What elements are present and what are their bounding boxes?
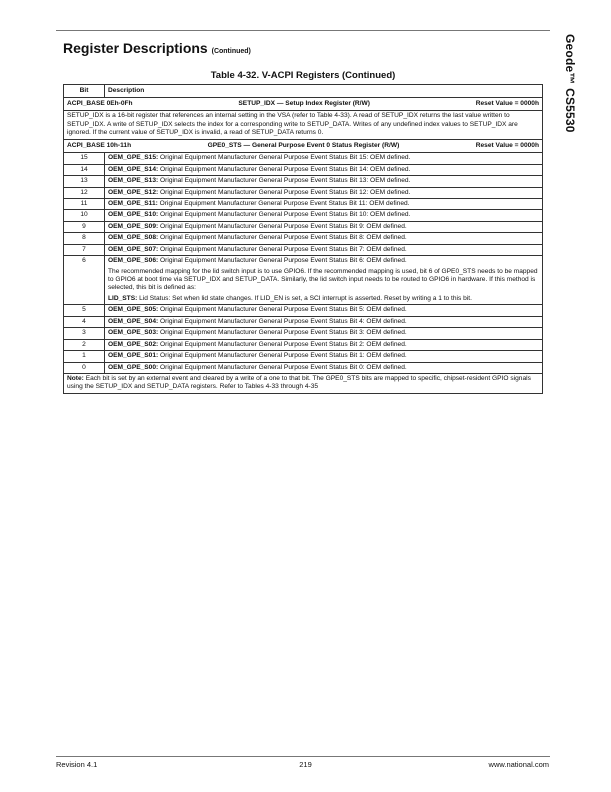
bit-cell: 14 bbox=[64, 164, 105, 175]
bit-cell: 15 bbox=[64, 153, 105, 164]
bit-cell: 13 bbox=[64, 176, 105, 187]
table-row bbox=[64, 153, 543, 164]
bit-cell: 4 bbox=[64, 316, 105, 327]
bit-cell: 12 bbox=[64, 187, 105, 198]
table-row bbox=[64, 164, 543, 175]
description-cell: OEM_GPE_S14: Original Equipment Manufacturer General Purpose Event Status Bit 14: OEM defined. bbox=[105, 164, 543, 175]
table-row bbox=[64, 351, 543, 362]
table-row bbox=[64, 187, 543, 198]
register-header-gpe0-sts: ACPI_BASE 10h-11h GPE0_STS — General Purpose Event 0 Status Register (R/W) Reset Value = 0000h bbox=[64, 139, 543, 152]
description-cell: OEM_GPE_S03: Original Equipment Manufacturer General Purpose Event Status Bit 3: OEM defined. bbox=[105, 328, 543, 339]
register-table bbox=[63, 84, 543, 394]
register-description-setup-idx: SETUP_IDX is a 16-bit register that references an internal setting in the VSA (refer to Table 4-33). A read of SETUP_IDX returns the last value written to SETUP_IDX. A write of SETUP_IDX selects the index for a corresponding write to SETUP_DATA. Writes of any undefined index values to SETUP_IDX are ignored. If the current value of SETUP_IDX is invalid, a read of SETUP_DATA returns 0. bbox=[64, 111, 543, 139]
footer-revision: Revision 4.1 bbox=[56, 760, 98, 769]
section-heading: Register Descriptions (Continued) bbox=[63, 40, 251, 56]
description-cell: OEM_GPE_S13: Original Equipment Manufacturer General Purpose Event Status Bit 13: OEM defined. bbox=[105, 176, 543, 187]
description-cell: OEM_GPE_S08: Original Equipment Manufacturer General Purpose Event Status Bit 8: OEM defined. bbox=[105, 233, 543, 244]
table-row bbox=[64, 316, 543, 327]
table-row bbox=[64, 244, 543, 255]
description-cell: OEM_GPE_S02: Original Equipment Manufacturer General Purpose Event Status Bit 2: OEM defined. bbox=[105, 339, 543, 350]
table-row bbox=[64, 328, 543, 339]
top-rule bbox=[56, 30, 550, 31]
table-row bbox=[64, 210, 543, 221]
col-header-description: Description bbox=[105, 85, 543, 98]
description-cell: OEM_GPE_S00: Original Equipment Manufacturer General Purpose Event Status Bit 0: OEM defined. bbox=[105, 362, 543, 373]
description-cell: OEM_GPE_S15: Original Equipment Manufacturer General Purpose Event Status Bit 15: OEM defined. bbox=[105, 153, 543, 164]
footer-website: www.national.com bbox=[488, 760, 549, 769]
table-header-row bbox=[64, 85, 543, 98]
table-row bbox=[64, 176, 543, 187]
description-cell: OEM_GPE_S04: Original Equipment Manufacturer General Purpose Event Status Bit 4: OEM defined. bbox=[105, 316, 543, 327]
bit-cell: 10 bbox=[64, 210, 105, 221]
bottom-rule bbox=[56, 756, 550, 757]
bit-cell: 5 bbox=[64, 305, 105, 316]
description-cell: OEM_GPE_S10: Original Equipment Manufacturer General Purpose Event Status Bit 10: OEM defined. bbox=[105, 210, 543, 221]
table-row bbox=[64, 221, 543, 232]
bit-cell: 0 bbox=[64, 362, 105, 373]
register-header-setup-idx: ACPI_BASE 0Eh-0Fh SETUP_IDX — Setup Index Register (R/W) Reset Value = 0000h bbox=[64, 98, 543, 111]
table-row-bit-6: 6 OEM_GPE_S06: Original Equipment Manufacturer General Purpose Event Status Bit 6: OEM defined. The recommended mapping for the lid switch input is to use GPIO6. If the recommended mapping is used, bit 6 of GPE0_STS needs to be mapped to GPIO6 at boot time via SETUP_IDX and SETUP_DATA. Similarly, the lid switch input needs to be routed to GPIO6 in hardware. If this method is selected, this bit is defined as: LID_STS: Lid Status: Set when lid state changes. If LID_EN is set, a SCI interrupt is asserted. Reset by writing a 1 to this bit. bbox=[64, 256, 543, 305]
table-row bbox=[64, 339, 543, 350]
bit-cell: 11 bbox=[64, 198, 105, 209]
bit-cell: 7 bbox=[64, 244, 105, 255]
table-row bbox=[64, 305, 543, 316]
description-cell: OEM_GPE_S01: Original Equipment Manufacturer General Purpose Event Status Bit 1: OEM defined. bbox=[105, 351, 543, 362]
description-cell: OEM_GPE_S12: Original Equipment Manufacturer General Purpose Event Status Bit 12: OEM defined. bbox=[105, 187, 543, 198]
description-cell: OEM_GPE_S11: Original Equipment Manufacturer General Purpose Event Status Bit 11: OEM defined. bbox=[105, 198, 543, 209]
bit-cell: 2 bbox=[64, 339, 105, 350]
bit-cell: 3 bbox=[64, 328, 105, 339]
table-row bbox=[64, 362, 543, 373]
table-row bbox=[64, 198, 543, 209]
bit-cell: 1 bbox=[64, 351, 105, 362]
description-cell: OEM_GPE_S09: Original Equipment Manufacturer General Purpose Event Status Bit 9: OEM defined. bbox=[105, 221, 543, 232]
description-cell: OEM_GPE_S05: Original Equipment Manufacturer General Purpose Event Status Bit 5: OEM defined. bbox=[105, 305, 543, 316]
bit-cell: 8 bbox=[64, 233, 105, 244]
table-caption: Table 4-32. V-ACPI Registers (Continued) bbox=[210, 70, 396, 81]
bit-cell: 9 bbox=[64, 221, 105, 232]
description-cell: OEM_GPE_S07: Original Equipment Manufacturer General Purpose Event Status Bit 7: OEM defined. bbox=[105, 244, 543, 255]
table-note-row: Note: Each bit is set by an external event and cleared by a write of a one to that bit. The GPE0_STS bits are mapped to specific, chipset-resident GPIO signals using the SETUP_IDX and SETUP_DATA registers. Refer to Tables 4-33 through 4-35 bbox=[64, 373, 543, 393]
col-header-bit: Bit bbox=[64, 85, 105, 98]
footer-page-number: 219 bbox=[299, 760, 312, 769]
side-title: Geode™ CS5530 bbox=[563, 34, 577, 133]
table-row bbox=[64, 233, 543, 244]
